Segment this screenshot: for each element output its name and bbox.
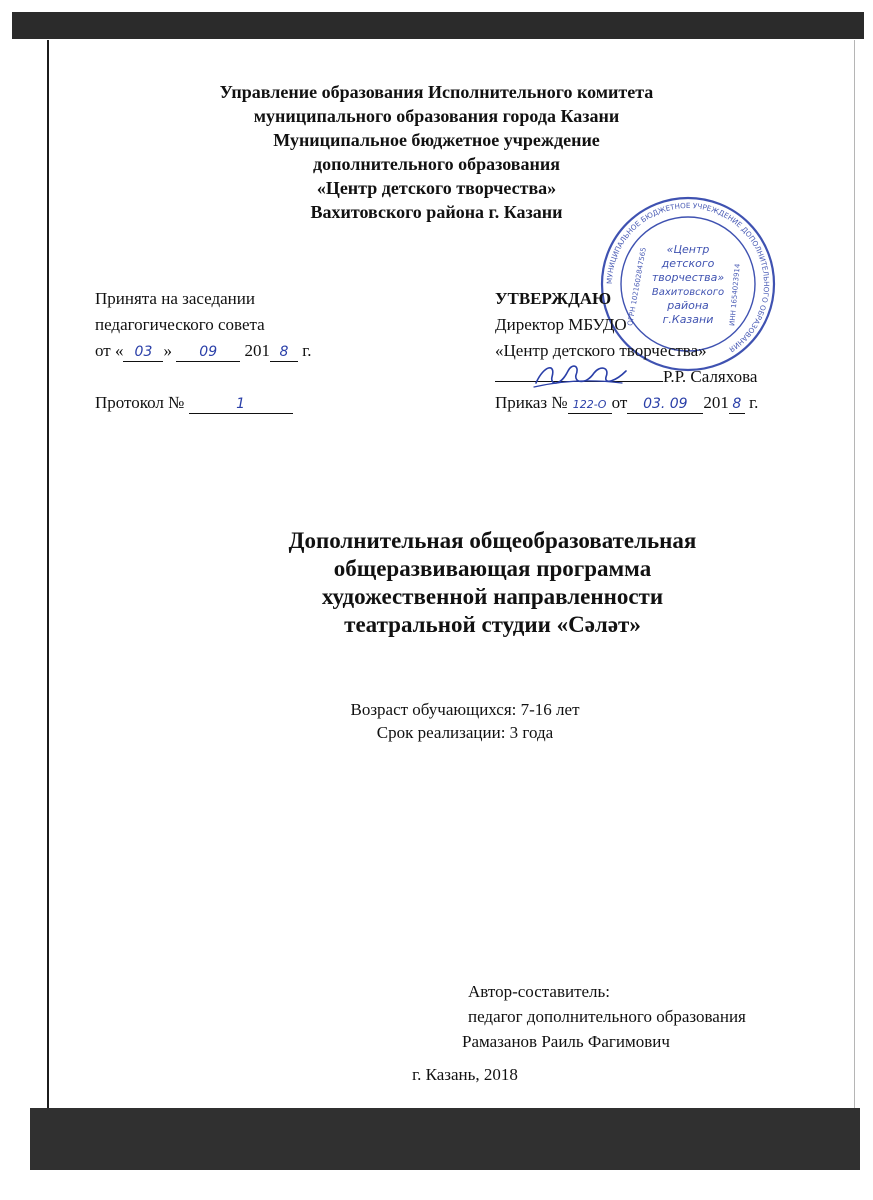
- handwritten-day: 03: [123, 344, 163, 362]
- header-line: Муниципальное бюджетное учреждение: [273, 130, 600, 150]
- acceptance-date-line: [95, 338, 312, 364]
- header-line: муниципального образования города Казани: [253, 106, 620, 126]
- director-signature: [530, 357, 630, 397]
- approval-heading: УТВЕРЖДАЮ: [495, 289, 612, 308]
- acceptance-line: Принята на заседании: [95, 289, 255, 308]
- scan-border-bottom: [30, 1108, 860, 1170]
- handwritten-year-digit: 8: [270, 344, 298, 362]
- program-duration: Срок реализации: 3 года: [376, 723, 554, 742]
- stamp-outer-text: МУНИЦИПАЛЬНОЕ БЮДЖЕТНОЕ УЧРЕЖДЕНИЕ ДОПОЛНИТЕЛЬНОГО ОБРАЗОВАНИЯ: [604, 200, 772, 355]
- approval-line: «Центр детского творчества»: [495, 341, 707, 360]
- stamp-line: творчества»: [651, 271, 725, 284]
- protocol-label: Протокол №: [95, 393, 185, 412]
- student-age: Возраст обучающихся: 7-16 лет: [350, 700, 580, 719]
- director-name: Р.Р. Саляхова: [663, 367, 758, 386]
- approval-line: Директор МБУДО: [495, 315, 627, 334]
- header-line: Вахитовского района г. Казани: [310, 202, 563, 222]
- stamp-line: «Центр: [666, 243, 710, 256]
- protocol-line: [95, 390, 312, 416]
- stamp-line: детского: [661, 257, 715, 270]
- council-acceptance-block: [95, 286, 312, 416]
- header-line: «Центр детского творчества»: [316, 178, 557, 198]
- handwritten-order-year-digit: 8: [729, 396, 745, 414]
- city-year: г. Казань, 2018: [412, 1065, 518, 1084]
- header-line: дополнительного образования: [312, 154, 561, 174]
- order-from: от: [611, 393, 628, 412]
- date-prefix: от «: [95, 341, 124, 360]
- author-name: Рамазанов Раиль Фагимович: [462, 1032, 670, 1051]
- title-line: Дополнительная общеобразовательная: [288, 528, 697, 553]
- order-label: Приказ №: [495, 393, 568, 412]
- stamp-line: г.Казани: [662, 313, 714, 326]
- program-info: [0, 698, 873, 744]
- year-prefix: 201: [244, 341, 270, 360]
- year-suffix: г.: [302, 341, 312, 360]
- author-position: педагог дополнительного образования: [468, 1007, 746, 1026]
- stamp-line: района: [667, 299, 709, 312]
- title-line: художественной направленности: [321, 584, 664, 609]
- handwritten-order-date: 03. 09: [627, 396, 703, 414]
- header-line: Управление образования Исполнительного комитета: [219, 82, 654, 102]
- scan-border-top: [12, 12, 864, 39]
- order-year-suffix: г.: [749, 393, 759, 412]
- date-quote: »: [163, 341, 172, 360]
- handwritten-protocol-number: 1: [189, 396, 293, 414]
- title-line: общеразвивающая программа: [333, 556, 652, 581]
- author-label: Автор-составитель:: [468, 982, 611, 1001]
- stamp-line: Вахитовского: [651, 287, 725, 298]
- order-year-prefix: 201: [703, 393, 729, 412]
- acceptance-line: педагогического совета: [95, 315, 265, 334]
- title-line: театральной студии «Сәләт»: [344, 612, 641, 637]
- program-title: [0, 527, 873, 639]
- stamp-inn: ИНН 1654023914: [728, 263, 742, 327]
- author-block: [462, 979, 746, 1054]
- handwritten-order-number: 122-О: [568, 396, 612, 414]
- stamp-ogrn: ОГРН 1021602847565: [626, 246, 648, 327]
- handwritten-month: 09: [176, 344, 240, 362]
